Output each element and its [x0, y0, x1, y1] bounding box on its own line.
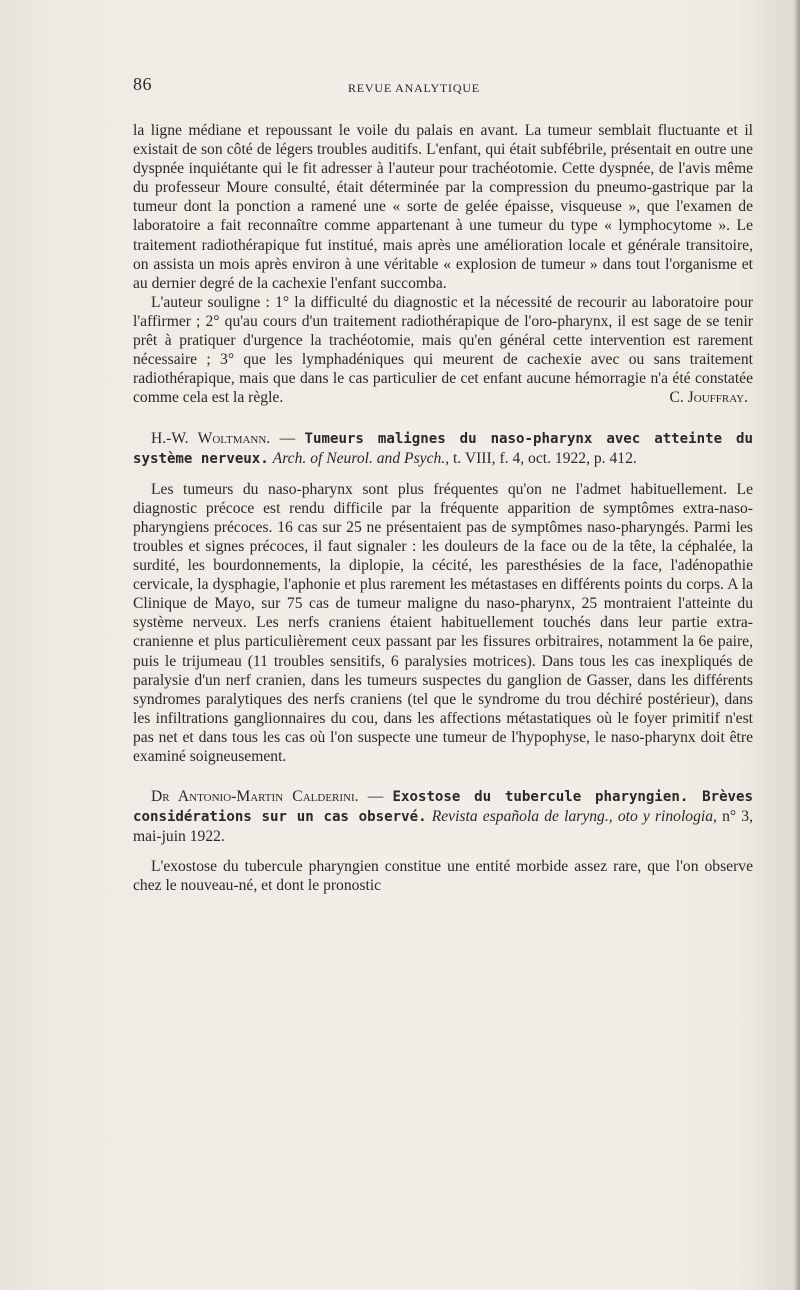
running-title: REVUE ANALYTIQUE — [348, 81, 480, 95]
article-calderini — [133, 787, 753, 895]
article-author: Dr Antonio-Martin Calderini. — [151, 788, 359, 806]
page-edge-shadow — [794, 0, 800, 1290]
article-woltmann — [133, 429, 753, 767]
article-author: H.-W. Woltmann. — [151, 429, 271, 447]
article-heading — [133, 429, 753, 469]
journal-name: Revista española de laryng., oto y rinologia — [431, 808, 714, 826]
article-title: Tumeurs malignes du naso-pharynx avec atteinte du système nerveux. — [133, 430, 753, 467]
heading-dash: — — [358, 788, 393, 806]
article-heading — [133, 787, 753, 846]
article-body: L'exostose du tubercule pharyngien constitue une entité morbide assez rare, que l'on observe chez le nouveau-né, et dont le pronostic — [133, 858, 753, 895]
page-number: 86 — [133, 74, 152, 94]
journal-name: Arch. of Neurol. and Psych. — [272, 449, 446, 467]
heading-dash: — — [270, 429, 305, 447]
summary-text: L'auteur souligne : 1° la difficulté du diagnostic et la nécessité de recourir au laboratoire pour l'affirmer ; 2° qu'au cours d'un traitement radiothérapique de l'oro-pharynx, il est sage de se tenir prêt à pratiquer d'urgence la trachéotomie, mais qu'en général cette intervention est rarement nécessaire ; 3° que les lymphadéniques qui meurent de cachexie avec ou sans traitement radiothérapique, mais que dans le cas particulier de cet enfant aucune hémorragie n'a été constatée comme cela est la règle. — [133, 293, 753, 407]
page-header — [133, 74, 653, 104]
article-body: Les tumeurs du naso-pharynx sont plus fréquentes qu'on ne l'admet habituellement. Le diagnostic précoce est rendu difficile par la fréquente apparition de symptômes extra-naso-pharyngiens précoces. 16 cas sur 25 ne présentaient pas de symptômes naso-pharyngés. Parmi les troubles et signes précoces, il faut signaler : les douleurs de la face ou de la tête, la céphalée, la surdité, les bourdonnements, la diplopie, la cécité, les paresthésies de la face, l'adénopathie cervicale, la dysphagie, l'aphonie et plus rarement les métastases en différents points du corps. A la Clinique de Mayo, sur 75 cas de tumeur maligne du naso-pharynx, 25 montraient l'atteinte du système nerveux. Les nerfs craniens étaient habituellement touchés dans leur partie extra-cranienne et plus particulièrement ceux passant par les fissures orbitraires, notamment la 6e paire, puis le trijumeau (11 troubles sensitifs, 6 paralysies motrices). Dans tous les cas inexpliqués de paralysie d'un nerf cranien, dans les tumeurs suspectes du ganglion de Gasser, dans les différents syndromes paralytiques des nerfs craniens (tel que le syndrome du trou déchiré postérieur), dans les infiltrations ganglionnaires du cou, dans les affections métastatiques où le foyer primitif n'est pas net et dans tous les cas où l'on suspecte une tumeur de l'hypophyse, le naso-pharynx doit être examiné soigneusement. — [133, 480, 753, 765]
reviewer-signature: C. Jouffray. — [669, 389, 748, 407]
body-text — [133, 121, 753, 896]
journal-citation: , n° 3, mai-juin 1922. — [133, 808, 753, 846]
article-title: Exostose du tubercule pharyngien. Brèves considérations sur un cas observé. — [133, 789, 754, 826]
journal-citation: , t. VIII, f. 4, oct. 1922, p. 412. — [445, 449, 637, 467]
continued-paragraph: la ligne médiane et repoussant le voile du palais en avant. La tumeur semblait fluctuante et il existait de son côté de légers troubles auditifs. L'enfant, qui était subfébrile, présentait en outre une dyspnée inquiétante qui le fit adresser à l'auteur pour trachéotomie. Cette dyspnée, de l'avis même du professeur Moure consulté, était déterminée par la compression du pneumo-gastrique par la tumeur dont la ponction a ramené une « sorte de gelée épaisse, visqueuse », que l'examen de laboratoire a fait reconnaître comme appartenant à une tumeur du type « lymphocytome ». Le traitement radiothérapique fut institué, mais après une amélioration locale et générale transitoire, on assista un mois après environ à une véritable « explosion de tumeur » dans tout l'organisme et au dernier degré de la cachexie l'enfant succomba. — [133, 122, 753, 292]
